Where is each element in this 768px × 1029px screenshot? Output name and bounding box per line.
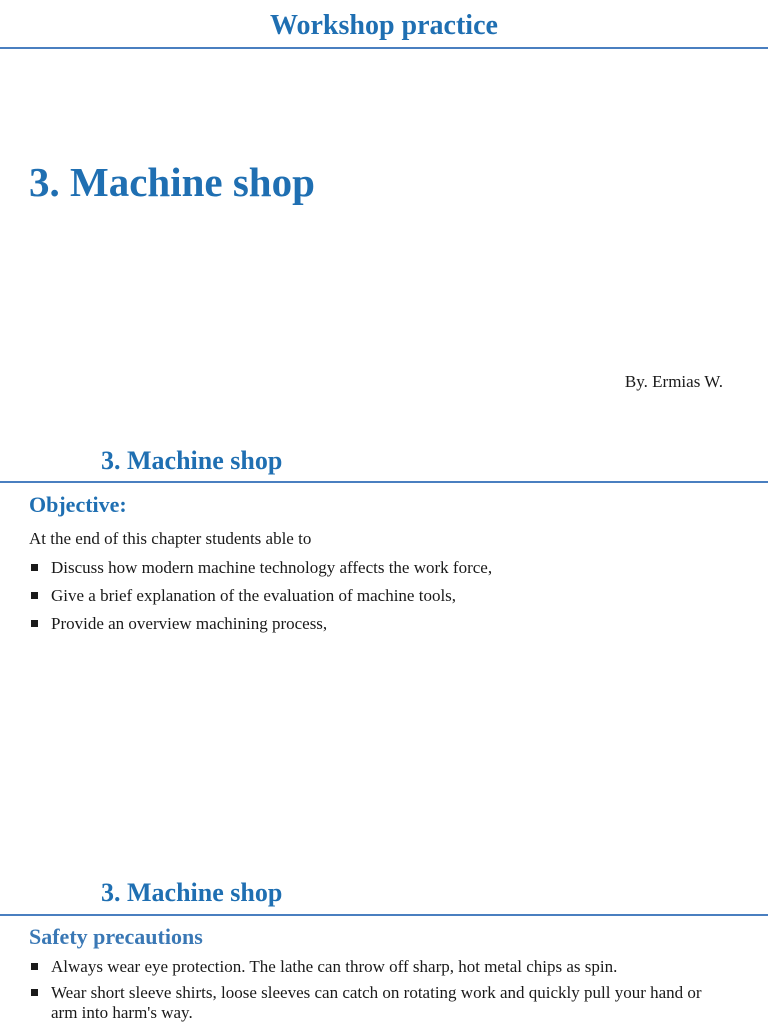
slide2-intro: At the end of this chapter students able to — [29, 529, 312, 548]
slide2-divider — [0, 481, 768, 483]
slide3-divider — [0, 914, 768, 916]
slide2-heading: 3. Machine shop — [101, 446, 283, 475]
list-item-text: Provide an overview machining process, — [51, 614, 328, 633]
list-item-text: Always wear eye protection. The lathe can throw off sharp, hot metal chips as spin. — [51, 957, 618, 976]
square-bullet-icon — [31, 963, 38, 970]
list-item — [29, 558, 708, 578]
list-item-text: Wear short sleeve shirts, loose sleeves can catch on rotating work and quickly pull your hand or arm into harm's way. — [51, 983, 702, 1022]
list-item — [29, 957, 708, 977]
list-item-text: Give a brief explanation of the evaluation of machine tools, — [51, 586, 457, 605]
header-divider — [0, 47, 768, 49]
square-bullet-icon — [31, 564, 38, 571]
slide1-author: By. Ermias W. — [624, 372, 723, 391]
list-item — [29, 586, 708, 606]
square-bullet-icon — [31, 989, 38, 996]
slide3-bullet-list — [29, 957, 708, 1029]
slide3-heading: 3. Machine shop — [101, 878, 283, 907]
slide2-subheading: Objective: — [29, 492, 127, 517]
list-item — [29, 614, 708, 634]
slide1-heading: 3. Machine shop — [29, 159, 315, 205]
deck-title: Workshop practice — [270, 10, 498, 41]
square-bullet-icon — [31, 620, 38, 627]
list-item — [29, 983, 708, 1023]
list-item-text: Discuss how modern machine technology affects the work force, — [51, 558, 493, 577]
square-bullet-icon — [31, 592, 38, 599]
slide2-bullet-list — [29, 558, 708, 642]
slide3-subheading: Safety precautions — [29, 924, 203, 949]
